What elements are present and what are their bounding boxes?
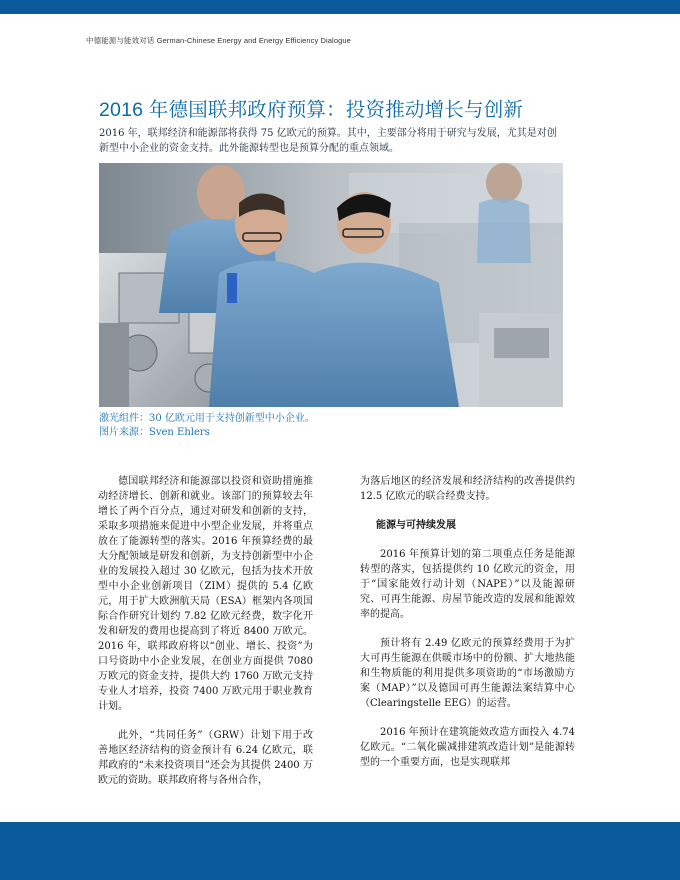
body-paragraph: 此外，“共同任务”（GRW）计划下用于改善地区经济结构的资金预计有 6.24 亿欧元，联邦政府的“未来投资项目”还会为其提供 2400 万欧元的资助。联邦政府将与各州合作， <box>98 730 313 786</box>
body-paragraph: 2016 年预计在建筑能效改造方面投入 4.74 亿欧元。“二氧化碳减排建筑改造计划”是能源转型的一个重要方面，也是实现联邦 <box>360 727 575 768</box>
section-heading: 能源与可持续发展 <box>376 520 456 531</box>
photo-credit: 图片来源：Sven Ehlers <box>99 427 210 438</box>
body-paragraph: 为落后地区的经济发展和经济结构的改善提供约 12.5 亿欧元的联合经费支持。 <box>360 476 575 502</box>
body-paragraph: 2016 年预算计划的第二项重点任务是能源转型的落实，包括提供约 10 亿欧元的资金，用于“国家能效行动计划（NAPE）”以及能源研究、可再生能源、房屋节能改造的发展和能源效率的提高。 <box>360 549 575 620</box>
photo-caption: 激光组件：30 亿欧元用于支持创新型中小企业。 <box>99 413 315 424</box>
top-brand-bar <box>0 0 680 14</box>
article-lead: 2016 年，联邦经济和能源部将获得 75 亿欧元的预算。其中，主要部分将用于研究与发展，尤其是对创新型中小企业的资金支持。此外能源转型也是预算分配的重点领域。 <box>99 128 557 154</box>
body-paragraph: 德国联邦经济和能源部以投资和资助措施推动经济增长、创新和就业。该部门的预算较去年增长了两个百分点，通过对研发和创新的支持，采取多项措施来促进中小型企业发展，并将重点放在了能源转型的落实。2016 年预算经费的最大分配领域是研发和创新，为支持创新型中小企业的发展投入超过 30 亿欧元，包括为技术开放型中小企业创新项目（ZIM）提供的 5.4 亿欧元，用于扩大欧洲航天局（ESA）框架内各项国际合作研究计划约 7.82 亿欧元经费，数字化开发和研发的费用也提高到了将近 8400 万欧元。2016 年，联邦政府将以“创业、增长、投资”为口号资助中小企业发展，在创业方面提供 7080 万欧元的资金支持，提供大约 1760 万欧元支持专业人才培养，投资 7400 万欧元用于职业教育计划。 <box>98 476 313 712</box>
photo-caption-block <box>99 412 559 440</box>
article-photo <box>99 163 563 407</box>
bottom-brand-bar <box>0 822 680 880</box>
body-column-left <box>98 474 313 788</box>
article-title: 2016 年德国联邦政府预算：投资推动增长与创新 <box>99 99 524 121</box>
body-paragraph: 预计将有 2.49 亿欧元的预算经费用于为扩大可再生能源在供暖市场中的份额、扩大地热能和生物质能的利用提供多项资助的“市场激励方案（MAP）”以及德国可再生能源法案结算中心（Clearingstelle EEG）的运营。 <box>360 638 575 709</box>
running-header: 中德能源与能效对话 German-Chinese Energy and Energy Efficiency Dialogue <box>86 36 351 45</box>
body-column-right <box>360 474 575 770</box>
lab-scene-illustration <box>99 163 563 407</box>
